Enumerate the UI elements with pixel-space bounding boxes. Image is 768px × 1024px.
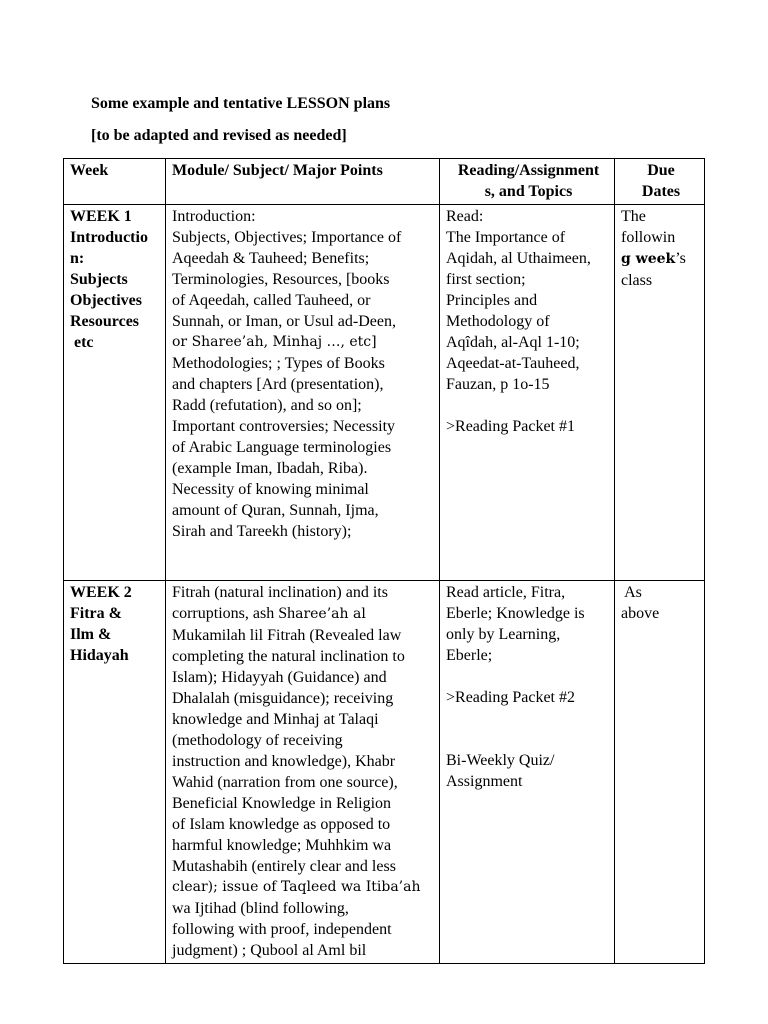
header-due-dates: Due Dates (615, 159, 705, 205)
page-heading-line-1: Some example and tentative LESSON plans (91, 95, 391, 112)
table-header-row (64, 159, 705, 205)
week-2-cell: WEEK 2 Fitra & Ilm & Hidayah (64, 581, 166, 964)
reading-packet-1: >Reading Packet #1 (446, 418, 575, 435)
week-1-due-cell: The followin g week’s class (615, 205, 705, 581)
quiz-assignment: Bi-Weekly Quiz/ (446, 752, 555, 769)
table-row (64, 581, 705, 964)
header-module: Module/ Subject/ Major Points (166, 159, 440, 205)
page-heading-line-2: [to be adapted and revised as needed] (91, 127, 347, 144)
lesson-plan-table (63, 158, 705, 964)
header-week: Week (64, 159, 166, 205)
header-reading: Reading/Assignment s, and Topics (440, 159, 615, 205)
reading-packet-2: >Reading Packet #2 (446, 689, 575, 706)
table-row (64, 205, 705, 581)
week-1-module-cell: Introduction: Subjects, Objectives; Importance of Aqeedah & Tauheed; Benefits; Terminologies, Resources, [books of Aqeedah, called Tauheed, or Sunnah, or Iman, or Usul ad-Deen, or Sharee’ah, Minhaj …, etc] Methodologies; ; Types of Books and chapters [Ard (presentation), Radd (refutation), and so on]; Important controversies; Necessity of Arabic Language terminologies (example Iman, Ibadah, Riba). Necessity of knowing minimal amount of Quran, Sunnah, Ijma, Sirah and Tareekh (history); (166, 205, 440, 581)
week-2-due-cell: As above (615, 581, 705, 964)
week-2-module-cell: Fitrah (natural inclination) and its corruptions, ash Sharee’ah al Mukamilah lil Fitrah (Revealed law completing the natural inclination to Islam); Hidayyah (Guidance) and Dhalalah (misguidance); receiving knowledge and Minhaj at Talaqi (methodology of receiving instruction and knowledge), Khabr Wahid (narration from one source), Beneficial Knowledge in Religion of Islam knowledge as opposed to harmful knowledge; Muhhkim wa Mutashabih (entirely clear and less clear); issue of Taqleed wa Itiba’ah wa Ijtihad (blind following, following with proof, independent judgment) ; Qubool al Aml bil (166, 581, 440, 964)
week-1-reading-cell: Read: The Importance of Aqidah, al Uthaimeen, first section; Principles and Methodology of Aqîdah, al-Aql 1-10; Aqeedat-at-Tauheed, Fauzan, p 1o-15 >Reading Packet #1 (440, 205, 615, 581)
week-2-reading-cell: Read article, Fitra, Eberle; Knowledge is only by Learning, Eberle; >Reading Packet #2 Bi-Weekly Quiz/ Assignment (440, 581, 615, 964)
week-1-cell: WEEK 1 Introductio n: Subjects Objectives Resources etc (64, 205, 166, 581)
